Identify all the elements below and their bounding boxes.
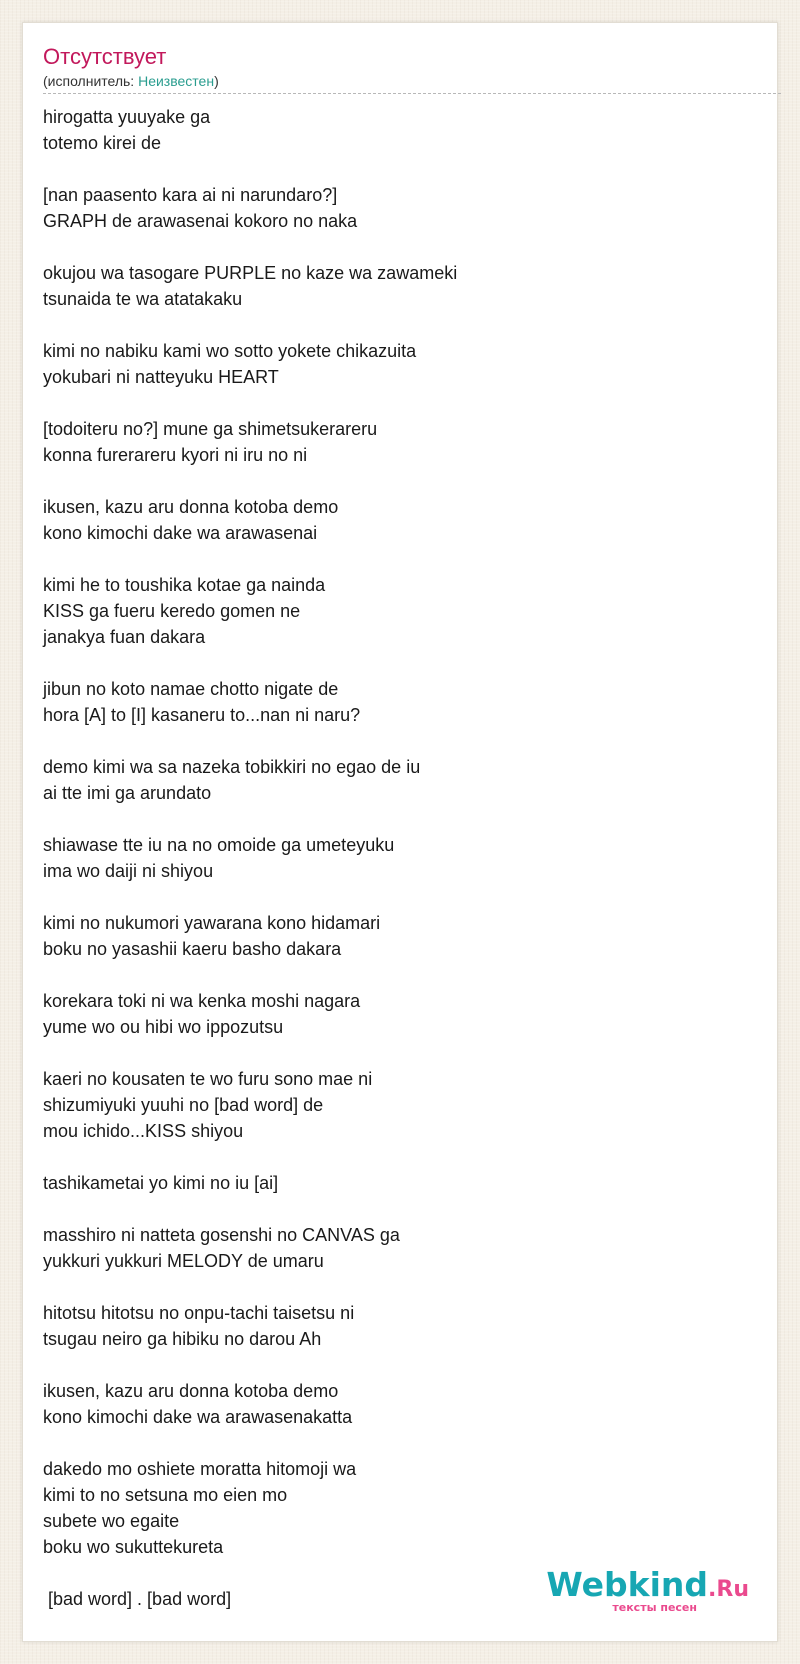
logo-tagline: тексты песен (612, 1601, 697, 1614)
lyrics-stanza (43, 1378, 743, 1430)
lyrics-stanza (43, 494, 743, 546)
lyrics-stanza (43, 416, 743, 468)
lyric-line: kimi he to toushika kotae ga nainda (43, 575, 326, 595)
artist-prefix: (исполнитель: (43, 73, 139, 89)
lyric-line: yokubari ni natteyuku HEART (43, 367, 279, 387)
logo-domain: .Ru (708, 1577, 749, 1602)
lyric-line: shiawase tte iu na no omoide ga umeteyuku (43, 835, 395, 855)
lyric-line: GRAPH de arawasenai kokoro no naka (43, 211, 358, 231)
lyric-line: ai tte imi ga arundato (43, 783, 212, 803)
lyrics-stanza (43, 1222, 743, 1274)
lyric-line: jibun no koto namae chotto nigate de (43, 679, 339, 699)
lyrics-stanza (43, 260, 743, 312)
lyric-line: shizumiyuki yuuhi no [bad word] de (43, 1095, 324, 1115)
lyric-line: yume wo ou hibi wo ippozutsu (43, 1017, 284, 1037)
lyric-line: kimi to no setsuna mo eien mo (43, 1485, 288, 1505)
artist-link[interactable]: Неизвестен (138, 73, 215, 89)
lyric-line: kimi no nabiku kami wo sotto yokete chikazuita (43, 341, 417, 361)
lyric-line: demo kimi wa sa nazeka tobikkiri no egao de iu (43, 757, 421, 777)
lyrics-stanza (43, 676, 743, 728)
lyric-line: ikusen, kazu aru donna kotoba demo (43, 1381, 339, 1401)
lyric-line: hora [A] to [I] kasaneru to...nan ni naru? (43, 705, 361, 725)
lyric-line: kono kimochi dake wa arawasenakatta (43, 1407, 353, 1427)
lyric-line: boku wo sukuttekureta (43, 1537, 224, 1557)
header-divider (43, 93, 781, 94)
lyrics-stanza (43, 182, 743, 234)
lyrics-stanza (43, 988, 743, 1040)
lyric-line: yukkuri yukkuri MELODY de umaru (43, 1251, 324, 1271)
lyric-line: kono kimochi dake wa arawasenai (43, 523, 318, 543)
site-logo[interactable] (546, 1565, 749, 1619)
artist-line (43, 72, 219, 90)
lyric-line: dakedo mo oshiete moratta hitomoji wa (43, 1459, 357, 1479)
lyrics-stanza (43, 572, 743, 650)
lyrics-stanza (43, 754, 743, 806)
lyrics-stanza (43, 832, 743, 884)
lyric-line: tashikametai yo kimi no iu [ai] (43, 1173, 279, 1193)
lyrics-stanza (43, 1170, 743, 1196)
lyric-line: janakya fuan dakara (43, 627, 206, 647)
lyric-line: totemo kirei de (43, 133, 162, 153)
lyric-line: ikusen, kazu aru donna kotoba demo (43, 497, 339, 517)
lyrics-stanza (43, 1300, 743, 1352)
lyric-line: [todoiteru no?] mune ga shimetsukerareru (43, 419, 378, 439)
lyric-line: kimi no nukumori yawarana kono hidamari (43, 913, 381, 933)
lyrics-body (43, 104, 743, 1638)
artist-suffix: ) (214, 73, 219, 89)
lyrics-stanza (43, 1066, 743, 1144)
lyric-line: okujou wa tasogare PURPLE no kaze wa zawameki (43, 263, 458, 283)
lyric-line: tsunaida te wa atatakaku (43, 289, 243, 309)
lyrics-stanza (43, 1456, 743, 1560)
lyric-line: tsugau neiro ga hibiku no darou Ah (43, 1329, 322, 1349)
lyric-line: subete wo egaite (43, 1511, 180, 1531)
lyric-line: boku no yasashii kaeru basho dakara (43, 939, 342, 959)
logo-word: Webkind (546, 1565, 709, 1604)
song-title: Отсутствует (43, 44, 167, 69)
lyric-line: mou ichido...KISS shiyou (43, 1121, 244, 1141)
lyrics-stanza (43, 338, 743, 390)
lyric-line: korekara toki ni wa kenka moshi nagara (43, 991, 361, 1011)
lyric-line: KISS ga fueru keredo gomen ne (43, 601, 301, 621)
lyric-line: [nan paasento kara ai ni narundaro?] (43, 185, 338, 205)
lyrics-card (22, 22, 778, 1642)
lyric-line: ima wo daiji ni shiyou (43, 861, 214, 881)
lyric-line: [bad word] . [bad word] (43, 1589, 232, 1609)
lyric-line: hitotsu hitotsu no onpu-tachi taisetsu ni (43, 1303, 355, 1323)
lyric-line: masshiro ni natteta gosenshi no CANVAS ga (43, 1225, 400, 1245)
lyric-line: kaeri no kousaten te wo furu sono mae ni (43, 1069, 373, 1089)
lyric-line: konna furerareru kyori ni iru no ni (43, 445, 308, 465)
lyric-line: hirogatta yuuyake ga (43, 107, 211, 127)
lyrics-stanza (43, 104, 743, 156)
lyrics-stanza (43, 910, 743, 962)
